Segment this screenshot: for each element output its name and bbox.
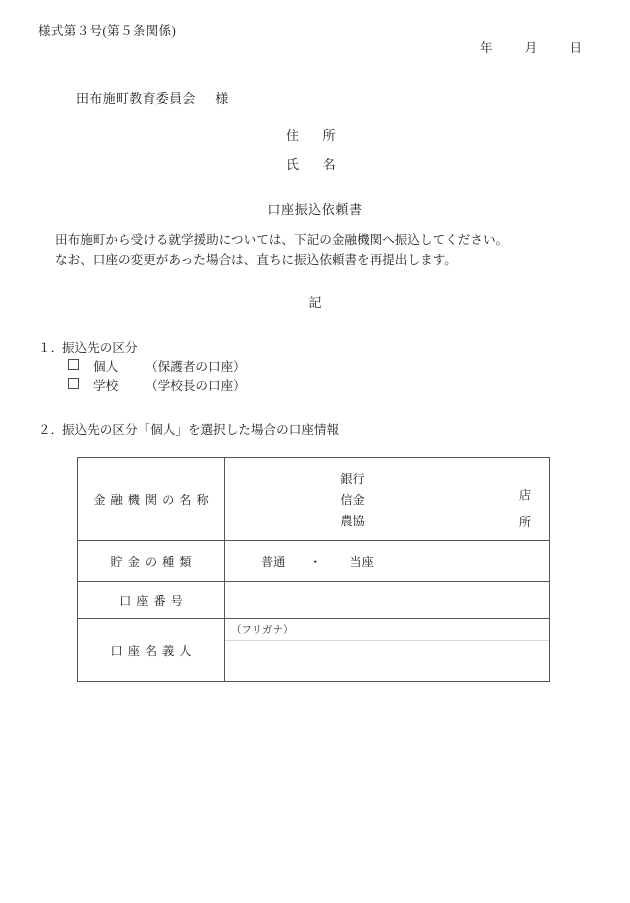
checkbox-school-label: 学校 [93,379,119,393]
checkbox-individual-label: 個人 [93,360,119,374]
table-row-bank-name [78,458,550,541]
bank-kind-bank[interactable]: 銀行 [340,472,365,486]
applicant-name-label [286,150,336,179]
furigana-label: （フリガナ） [231,624,294,636]
value-account-number[interactable] [225,582,550,619]
date-day-label: 日 [569,41,583,55]
furigana-divider [225,640,549,641]
bank-kind-options [225,458,480,532]
name-label-char-1: 氏 [286,157,300,172]
value-account-type[interactable] [225,541,550,582]
account-type-futsu[interactable]: 普通 [261,554,286,569]
section-2 [38,421,339,440]
branch-suffix-options [519,482,531,536]
addressee-honorific: 様 [215,91,229,106]
checkbox-individual-note: （保護者の口座） [145,360,246,374]
section-2-title: 振込先の区分「個人」を選択した場合の口座情報 [62,423,340,437]
section-2-heading [38,421,339,440]
document-title: 口座振込依頼書 [267,202,363,217]
addressee-organization: 田布施町教育委員会 [76,91,196,106]
table-row-account-type [78,541,550,582]
account-info-table [77,457,550,682]
value-account-holder[interactable] [225,619,550,682]
branch-suffix-ten[interactable]: 店 [518,488,531,502]
bank-kind-nokyo[interactable]: 農協 [340,514,365,528]
checkbox-school[interactable] [68,378,79,389]
ki-marker: 記 [308,295,322,310]
account-type-separator: ・ [309,554,322,569]
address-label-char-1: 住 [286,128,300,143]
label-bank-name: 金融機関の名称 [78,458,225,541]
checkbox-row-individual[interactable] [38,358,246,377]
checkbox-school-note: （学校長の口座） [145,379,246,393]
form-code: 様式第３号(第５条関係) [38,24,177,38]
body-paragraph-1: 田布施町から受ける就学援助については、下記の金融機関へ振込してください。 [55,233,509,247]
section-1 [38,339,246,396]
label-account-type: 貯金の種類 [78,541,225,582]
value-bank-name[interactable] [225,458,550,541]
bank-kind-shinkin[interactable]: 信金 [340,493,365,507]
bank-name-inner [225,458,549,540]
checkbox-row-school[interactable] [38,377,246,396]
account-type-toza[interactable]: 当座 [349,554,374,569]
body-paragraph-2: なお、口座の変更があった場合は、直ちに振込依頼書を再提出します。 [55,253,457,267]
account-type-options [225,553,549,570]
name-label-char-2: 名 [322,157,336,172]
addressee-line [76,88,229,107]
account-holder-inner [225,619,549,681]
address-label-char-2: 所 [322,128,336,143]
branch-suffix-sho[interactable]: 所 [518,515,531,529]
date-year-label: 年 [480,41,493,55]
table-row-account-number [78,582,550,619]
label-account-holder: 口座名義人 [78,619,225,682]
date-month-label: 月 [524,41,538,55]
applicant-address-label [286,121,336,150]
section-2-number: ２． [38,423,64,437]
section-1-heading [38,339,246,358]
body-text [55,230,508,270]
applicant-fields [286,121,336,179]
date-line [480,38,582,56]
label-account-number: 口座番号 [78,582,225,619]
section-1-number: １． [38,341,64,355]
table-row-account-holder [78,619,550,682]
section-1-title: 振込先の区分 [62,341,138,355]
checkbox-individual[interactable] [68,359,79,370]
